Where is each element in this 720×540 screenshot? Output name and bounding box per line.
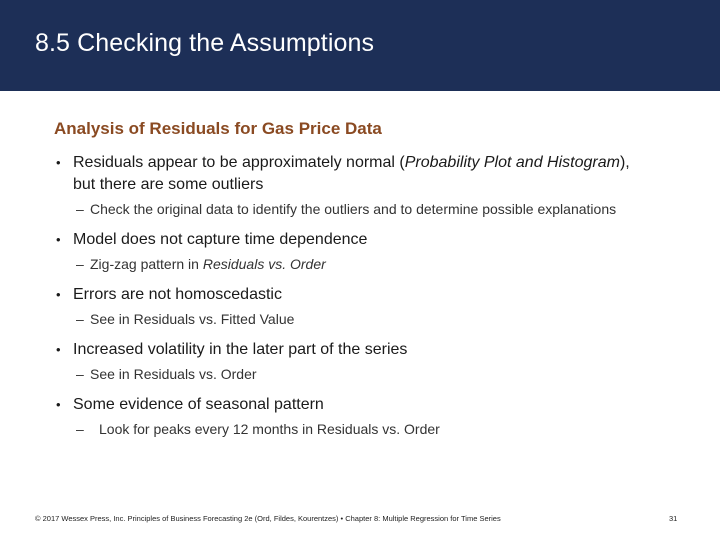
sub-item-text: See in Residuals vs. Fitted Value: [90, 311, 295, 327]
sub-marker: –: [76, 256, 84, 272]
slide-title: 8.5 Checking the Assumptions: [35, 29, 375, 57]
sub-item-outliers: [73, 199, 655, 219]
sub-list: [73, 254, 655, 274]
bullet-list: [55, 152, 655, 449]
page-number: 31: [669, 514, 678, 523]
sub-marker: –: [76, 421, 84, 437]
sub-marker: –: [76, 311, 84, 327]
sub-list: [73, 309, 655, 329]
emphasis-text: Probability Plot and Histogram: [404, 154, 620, 171]
sub-item-text: Look for peaks every 12 months in Residuals vs. Order: [99, 421, 440, 437]
footer-copyright: © 2017 Wessex Press, Inc. Principles of Business Forecasting 2e (Ord, Fildes, Kourentzes) • Chapter 8: Multiple Regression for Time Series: [35, 514, 501, 523]
sub-item-text: See in Residuals vs. Order: [90, 366, 257, 382]
sub-item-text: Zig-zag pattern in Residuals vs. Order: [90, 256, 326, 272]
sub-item-zigzag: [73, 254, 655, 274]
emphasis-text: Residuals vs. Order: [202, 256, 326, 272]
sub-item-text: Check the original data to identify the outliers and to determine possible explanations: [90, 201, 617, 217]
bullet-marker: •: [56, 155, 61, 170]
sub-marker: –: [76, 366, 84, 382]
bullet-marker: •: [56, 232, 61, 247]
bullet-text: Some evidence of seasonal pattern: [73, 396, 324, 413]
section-subtitle: Analysis of Residuals for Gas Price Data: [54, 119, 382, 138]
bullet-item-time-dependence: [55, 229, 655, 274]
bullet-item-homoscedastic: [55, 284, 655, 329]
bullet-item-seasonal: [55, 394, 655, 439]
bullet-item-normality: [55, 152, 655, 219]
bullet-marker: •: [56, 287, 61, 302]
bullet-text: Residuals appear to be approximately normal (Probability Plot and Histogram), but there are some outliers: [73, 154, 630, 193]
bullet-marker: •: [56, 397, 61, 412]
title-bar: [0, 0, 720, 91]
sub-item-fitted: [73, 309, 655, 329]
sub-list: [73, 199, 655, 219]
bullet-item-volatility: [55, 339, 655, 384]
bullet-text: Increased volatility in the later part of the series: [73, 341, 408, 358]
sub-marker: –: [76, 201, 84, 217]
sub-item-order: [73, 364, 655, 384]
bullet-marker: •: [56, 342, 61, 357]
bullet-text: Model does not capture time dependence: [73, 231, 368, 248]
sub-list: [73, 364, 655, 384]
sub-item-peaks: [73, 419, 655, 439]
sub-list: [73, 419, 655, 439]
bullet-text: Errors are not homoscedastic: [73, 286, 282, 303]
